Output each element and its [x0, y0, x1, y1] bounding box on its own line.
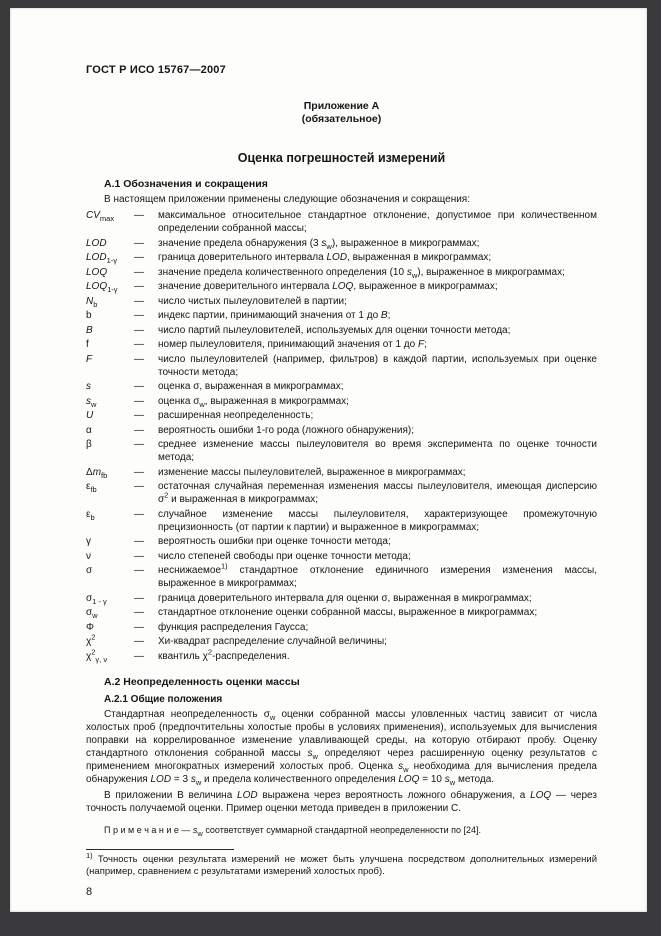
definition-text: изменение массы пылеуловителей, выраженное в микрограммах;	[158, 466, 466, 478]
definition-dash: —	[134, 324, 144, 336]
definition-symbol: LOD	[86, 237, 107, 249]
definition-dash: —	[134, 310, 144, 321]
definition-symbol: s	[86, 381, 91, 392]
definition-row	[86, 561, 597, 590]
definition-dash: —	[134, 339, 144, 350]
definition-dash: —	[134, 395, 144, 407]
definition-dash: —	[134, 621, 144, 633]
definition-symbol: $\chi^2_{\gamma, \nu}$	[86, 647, 108, 664]
definition-dash: —	[134, 252, 144, 263]
definition-symbol: U	[86, 410, 94, 421]
definition-text: неснижаемое$^{1)}$ стандартное отклонение единичного измерения изменения массы, выраженное в микрограммах;	[158, 561, 597, 589]
definition-symbol: α	[86, 424, 92, 436]
definition-dash: —	[134, 592, 144, 604]
definition-text: значение доверительного интервала LOQ, выраженное в микрограммах;	[158, 281, 498, 292]
definition-symbol: $s_w$	[86, 395, 97, 409]
section-a1-heading: А.1 Обозначения и сокращения	[104, 178, 268, 190]
appendix-title: Приложение А	[303, 100, 380, 112]
definition-symbol: F	[86, 353, 93, 365]
definition-row	[86, 480, 597, 506]
definition-symbol: γ	[86, 536, 91, 547]
definition-text: оценка σ, выраженная в микрограммах;	[158, 381, 344, 392]
definition-row	[86, 647, 597, 664]
section-a21-heading: А.2.1 Общие положения	[104, 693, 223, 705]
definition-row	[86, 295, 597, 308]
main-title: Оценка погрешностей измерений	[237, 151, 446, 165]
definition-symbol: LOQ	[86, 266, 108, 278]
definition-row	[86, 251, 597, 264]
definition-symbol: $\sigma_{1 - \gamma}$	[86, 592, 107, 606]
definition-row	[86, 237, 597, 250]
definition-dash: —	[134, 550, 144, 562]
definition-text: стандартное отклонение оценки собранной массы, выраженное в микрограммах;	[158, 607, 538, 618]
definition-text: число партий пылеуловителей, используемых для оценки точности метода;	[158, 324, 511, 336]
definition-dash: —	[134, 210, 144, 221]
definition-symbol: $LOD_{1-\gamma}$	[86, 252, 117, 265]
definition-row	[86, 395, 597, 408]
definition-text: граница доверительного интервала для оценки σ, выраженная в микрограммах;	[158, 592, 532, 604]
definition-row	[86, 380, 597, 393]
definition-text: вероятность ошибки 1-го рода (ложного обнаружения);	[158, 424, 414, 436]
section-a2-heading: А.2 Неопределенность оценки массы	[104, 675, 300, 688]
definition-symbol: $\chi^2$	[86, 632, 96, 647]
definition-symbol: ν	[86, 550, 91, 562]
definition-row	[86, 592, 597, 605]
definition-dash: —	[134, 410, 144, 421]
definition-dash: —	[134, 650, 144, 662]
definition-text: значение предела обнаружения (3 $s_w$), выраженное в микрограммах;	[158, 237, 480, 251]
definition-text: среднее изменение массы пылеуловителя во время эксперимента по оценке точности метода;	[158, 439, 597, 463]
definition-text: число чистых пылеуловителей в партии;	[158, 295, 347, 307]
definition-dash: —	[134, 266, 144, 278]
definition-text: квантиль $\chi^2$-распределения.	[158, 647, 290, 662]
definition-row	[86, 353, 597, 379]
page-number: 8	[86, 886, 93, 898]
definition-text: индекс партии, принимающий значения от 1 до B;	[158, 310, 391, 321]
definition-text: максимальное относительное стандартное отклонение, допустимое при количественном определении собранной массы;	[158, 210, 597, 234]
a2-paragraph-2: В приложении В величина LOD выражена через вероятность ложного обнаружения, а LOQ — через точность получаемой оценки. Пример оценки метода приведен в приложении С.	[86, 789, 597, 814]
definition-dash: —	[134, 508, 144, 520]
definition-dash: —	[134, 381, 144, 392]
definition-symbol: $N_b$	[86, 295, 98, 309]
definition-row	[86, 338, 597, 351]
definition-dash: —	[134, 536, 144, 547]
definition-symbol: $\varepsilon_b$	[86, 508, 95, 522]
definition-dash: —	[134, 466, 144, 478]
definition-text: расширенная неопределенность;	[158, 410, 314, 421]
definition-dash: —	[134, 424, 144, 436]
definition-text: вероятность ошибки при оценке точности метода;	[158, 536, 391, 547]
definition-symbol: $\Delta m_{fb}$	[86, 466, 108, 480]
definition-row	[86, 621, 597, 634]
definition-row	[86, 535, 597, 548]
definition-row	[86, 632, 597, 648]
definition-symbol: $LOQ_{1-\gamma}$	[86, 281, 118, 294]
definition-row	[86, 606, 597, 619]
definition-row	[86, 424, 597, 437]
definition-symbol: b	[86, 310, 92, 321]
document-page	[10, 8, 647, 912]
document-header: ГОСТ Р ИСО 15767—2007	[86, 64, 226, 76]
definition-dash: —	[134, 636, 144, 647]
definition-row	[86, 324, 597, 337]
definition-dash: —	[134, 237, 144, 249]
definition-row	[86, 466, 597, 479]
a1-intro-paragraph: В настоящем приложении применены следующие обозначения и сокращения:	[104, 194, 471, 205]
definition-symbol: Φ	[86, 621, 94, 633]
definition-text: граница доверительного интервала LOD, выраженная в микрограммах;	[158, 252, 492, 263]
definition-dash: —	[134, 481, 144, 492]
definition-text: оценка $\sigma_w$, выраженная в микрограммах;	[158, 395, 349, 409]
definition-dash: —	[134, 607, 144, 618]
definition-dash: —	[134, 295, 144, 307]
definition-text: остаточная случайная переменная изменения массы пылеуловителя, имеющая дисперсию $\sigma^2$ и выраженная в микрограммах;	[158, 481, 597, 505]
definition-dash: —	[134, 353, 144, 365]
definition-symbol: f	[86, 339, 89, 350]
definitions-list	[86, 209, 597, 663]
definition-symbol: $\varepsilon_{fb}$	[86, 481, 97, 494]
footnote-divider	[86, 849, 234, 850]
definition-row	[86, 409, 597, 422]
definition-symbol: β	[86, 439, 92, 450]
footnote-text: $^{1)}$ Точность оценки результата измерений не может быть улучшена посредством дополнительных измерений (например, сравнением с результатами измерений холостых проб).	[86, 850, 597, 877]
definition-row	[86, 309, 597, 322]
definition-dash: —	[134, 565, 144, 576]
a2-paragraph-1: Стандартная неопределенность $\sigma_w$ оценки собранной массы уловленных частиц зависит от числа холостых проб (предпочтительны холостые пробы в условиях применения), используемых для вычисления поправки на коррелированное изменение улавливающей среды, на которую отбирают пробу. Оценку стандартного отклонения собранной массы $s_w$ определяют через расширенную оценку результатов с применением многократных измерений холостых проб. Оценка $s_w$ необходима для вычисления предела обнаружения LOD = 3 $s_w$ и предела количественного определения LOQ = 10 $s_w$ метода.	[86, 708, 598, 787]
definition-row	[86, 508, 597, 534]
definition-text: номер пылеуловителя, принимающий значения от 1 до F;	[158, 339, 427, 350]
definition-text: функция распределения Гаусса;	[158, 621, 309, 633]
definition-dash: —	[134, 281, 144, 292]
definition-dash: —	[134, 439, 144, 450]
note-paragraph: П р и м е ч а н и е — $s_w$ соответствует суммарной стандартной неопределенности по [24].	[104, 824, 482, 838]
definition-row	[86, 266, 597, 279]
definition-row	[86, 280, 597, 293]
definition-row	[86, 438, 597, 464]
definition-symbol: σ	[86, 565, 93, 576]
definition-row	[86, 550, 597, 563]
definition-text: число пылеуловителей (например, фильтров) в каждой партии, используемых при оценке точности метода;	[158, 353, 597, 378]
definition-symbol: $\sigma_w$	[86, 607, 98, 620]
definition-row	[86, 209, 597, 235]
definition-text: число степеней свободы при оценке точности метода;	[158, 550, 411, 562]
definition-text: значение предела количественного определения (10 $s_w$), выраженное в микрограммах;	[158, 266, 565, 280]
definition-text: Хи-квадрат распределение случайной величины;	[158, 636, 387, 647]
definition-symbol: $CV_{max}$	[86, 210, 115, 223]
definition-text: случайное изменение массы пылеуловителя, характеризующее промежуточную прецизионность (от партии к партии) и выраженное в микрограммах;	[158, 508, 597, 533]
definition-symbol: B	[86, 324, 93, 336]
appendix-subtitle: (обязательное)	[301, 113, 382, 125]
